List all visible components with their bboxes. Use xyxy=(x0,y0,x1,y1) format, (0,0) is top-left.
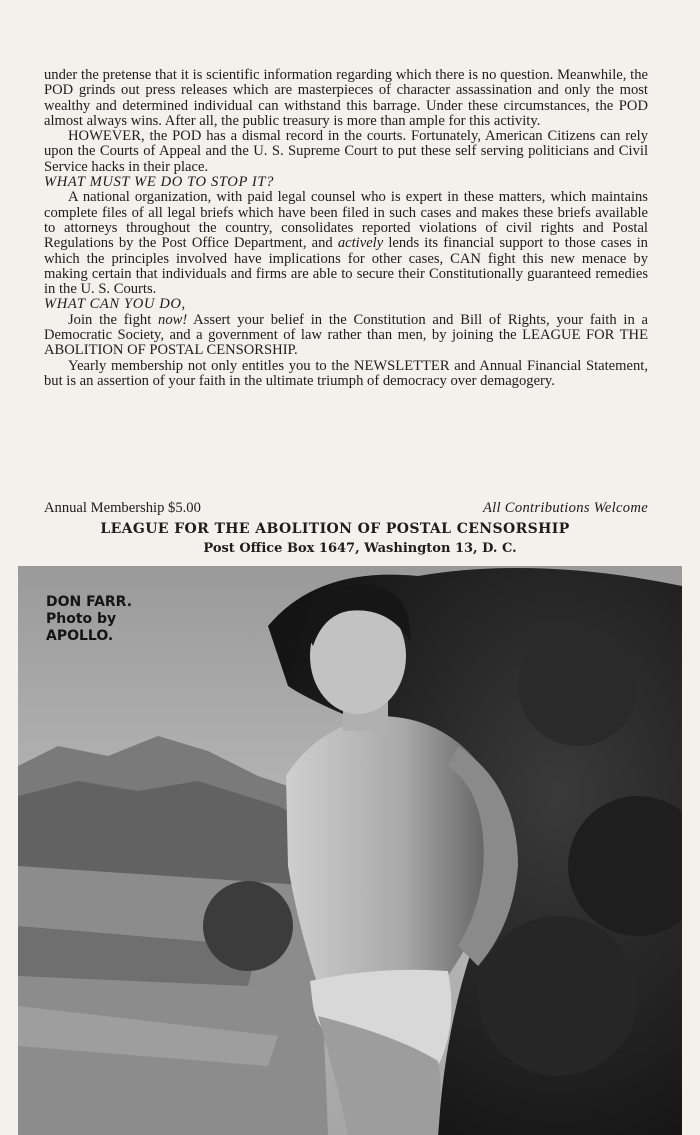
paragraph-pretense: under the pretense that it is scientific information regarding which there is no question. Meanwhile, the POD grinds out press releases which are masterpieces of character assassination and only the most wealthy and determined individual can withstand this barrage. Under these circumstances, the POD almost always wins. After all, the public treasury is more than ample for this activity. xyxy=(44,67,648,129)
emphasis-actively: actively xyxy=(337,235,384,252)
text-segment: lends its financial support to those cases in which the principles involved have implications for other cases, CAN fight this new menace by making certain that individuals and firms are able to secure their Constitutionally guaranteed remedies in the U. S. Courts. xyxy=(44,235,648,298)
photo-caption: DON FARR. Photo by APOLLO. xyxy=(46,594,133,644)
membership-fee: Annual Membership $5.00 xyxy=(44,500,201,516)
article-body xyxy=(44,68,648,389)
photo-illustration xyxy=(18,566,682,1135)
foliage-clump xyxy=(478,916,638,1076)
paragraph-join-the-fight xyxy=(44,313,648,359)
contributions-welcome: All Contributions Welcome xyxy=(482,500,648,516)
portrait-photo xyxy=(18,566,682,1135)
heading-what-can-you-do: WHAT CAN YOU DO, xyxy=(44,296,186,313)
emphasis-now: now! xyxy=(158,311,188,328)
organization-address: Post Office Box 1647, Washington 13, D. C. xyxy=(203,541,517,556)
text-segment: Join the fight xyxy=(68,311,159,328)
text-segment: A national organization, with paid legal counsel who is expert in these matters, which maintains complete files of all legal briefs which have been filed in such cases and makes these briefs available to attorneys throughout the country, consolidates reported violations of civil rights and Postal Regulations by the Post Office Department, and xyxy=(44,189,648,252)
text-segment: Assert your belief in the Constitution and Bill of Rights, your faith in a Democratic Society, and a government of law rather than men, by joining the LEAGUE FOR THE ABOLITION OF POSTAL CENSORSHIP. xyxy=(44,311,648,359)
membership-row xyxy=(44,500,648,517)
paragraph-yearly-membership: Yearly membership not only entitles you to the NEWSLETTER and Annual Financial Statement, but is an assertion of your faith in the ultimate triumph of democracy over demagogery. xyxy=(44,357,648,389)
paragraph-court-record: HOWEVER, the POD has a dismal record in the courts. Fortunately, American Citizens can rely upon the Courts of Appeal and the U. S. Supreme Court to put these self serving politicians and Civil Service hacks in their place. xyxy=(44,128,648,175)
foliage-clump xyxy=(518,626,638,746)
foliage-clump xyxy=(203,881,293,971)
organization-name: LEAGUE FOR THE ABOLITION OF POSTAL CENSORSHIP xyxy=(100,521,570,537)
heading-what-must-we-do: WHAT MUST WE DO TO STOP IT? xyxy=(44,174,275,191)
paragraph-national-organization xyxy=(44,190,648,297)
